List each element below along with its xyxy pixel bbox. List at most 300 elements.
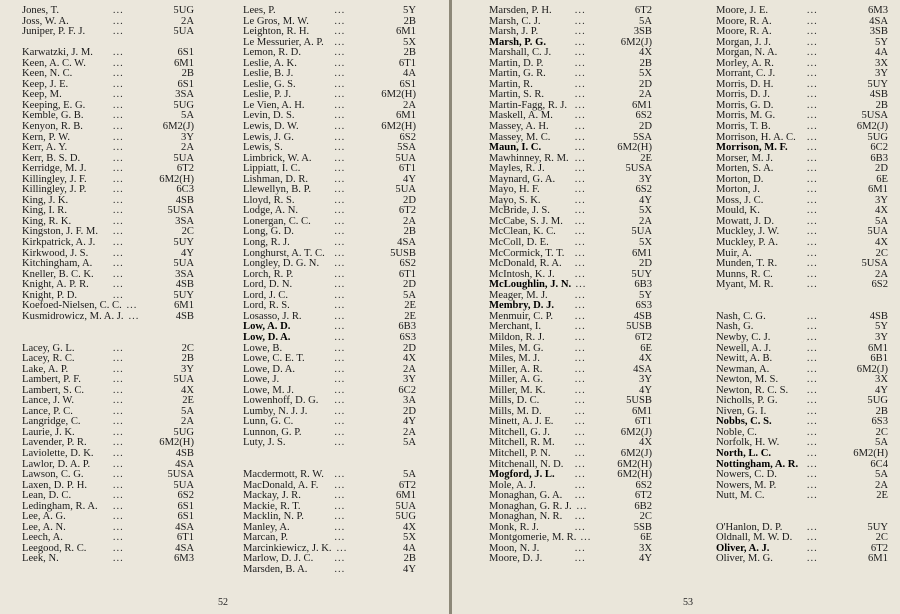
entry-code: 2A: [875, 268, 888, 280]
dot-leader: ...: [334, 99, 346, 111]
entry-name: Morton, J.: [716, 184, 760, 196]
entry-code: 5UA: [867, 226, 888, 238]
entry-name: McBride, J. S.: [489, 205, 550, 217]
entry-name: Jones, T.: [22, 5, 59, 16]
dot-leader: ...: [806, 131, 818, 143]
entry-code: 6T1: [634, 416, 652, 428]
entry-code: 6M2(H): [853, 447, 888, 459]
entry-code: 4Y: [639, 384, 652, 396]
directory-entry: [489, 122, 652, 133]
dot-leader: ...: [112, 131, 124, 143]
entry-name: Laurie, J. K.: [22, 426, 75, 438]
entry-name: Miles, M. J.: [489, 353, 540, 365]
entry-name: Lowe, D. A.: [243, 363, 296, 375]
entry-name: Newton, R. C. S.: [716, 384, 789, 396]
dot-leader: ...: [806, 57, 818, 69]
dot-leader: ...: [112, 152, 124, 164]
dot-leader: ...: [334, 437, 346, 449]
dot-leader: ...: [334, 110, 346, 122]
entry-code: 6M2(H): [381, 121, 416, 133]
entry-code: 2A: [403, 215, 416, 227]
dot-leader: ...: [806, 426, 818, 438]
entry-name: Low, D. A.: [243, 331, 291, 343]
entry-code: 5UG: [867, 395, 888, 407]
dot-leader: ...: [806, 78, 818, 90]
entry-code: 5UA: [395, 184, 416, 196]
entry-code: 6T1: [398, 163, 416, 175]
entry-code: 5A: [403, 289, 416, 301]
entry-code: 6S3: [635, 300, 652, 312]
dot-leader: ...: [334, 310, 346, 322]
dot-leader: ...: [112, 184, 124, 196]
entry-code: 6M2(J): [620, 36, 652, 48]
entry-name: Lemon, R. D.: [243, 47, 301, 59]
entry-code: 2D: [403, 342, 416, 354]
dot-leader: ...: [806, 458, 818, 470]
entry-code: 5A: [639, 15, 652, 27]
entry-code: 4A: [403, 68, 416, 80]
entry-name: Leegood, R. C.: [22, 542, 87, 554]
dot-leader: ...: [575, 279, 587, 291]
entry-name: Marsden, B. A.: [243, 563, 308, 575]
entry-code: 6B3: [398, 321, 416, 333]
dot-leader: ...: [112, 353, 124, 365]
entry-code: 6C2: [398, 384, 416, 396]
entry-code: 4X: [639, 47, 652, 59]
directory-entry: [243, 438, 416, 449]
entry-code: 5USA: [167, 469, 194, 481]
dot-leader: ...: [112, 490, 124, 502]
page-number-right: 53: [683, 597, 693, 608]
entry-name: Laviolette, D. K.: [22, 447, 94, 459]
entry-name: Lambert, S. C.: [22, 384, 85, 396]
entry-name: Lorch, R. P.: [243, 268, 294, 280]
entry-name: Lewis, D. W.: [243, 121, 299, 133]
entry-code: 6M2(J): [162, 121, 194, 133]
entry-code: 6T2: [398, 479, 416, 491]
entry-code: 2C: [875, 247, 888, 259]
dot-leader: ...: [112, 469, 124, 481]
entry-code: 5USB: [626, 395, 652, 407]
entry-code: 3A: [403, 395, 416, 407]
entry-name: Montgomerie, M. R.: [489, 532, 577, 544]
entry-code: 6T2: [176, 163, 194, 175]
dot-leader: ...: [806, 342, 818, 354]
dot-leader: ...: [126, 300, 138, 312]
dot-leader: ...: [806, 110, 818, 122]
entry-code: 4X: [403, 521, 416, 533]
dot-leader: ...: [574, 458, 586, 470]
entry-name: Morris, D. J.: [716, 89, 770, 101]
entry-name: Mayo, H. F.: [489, 184, 540, 196]
entry-code: 5UY: [173, 237, 194, 249]
entry-code: 6T2: [870, 542, 888, 554]
directory-entry: [243, 122, 416, 133]
entry-code: 5USA: [861, 110, 888, 122]
entry-code: 5X: [639, 68, 652, 80]
dot-leader: ...: [112, 121, 124, 133]
dot-leader: ...: [112, 395, 124, 407]
entry-code: 2B: [181, 353, 194, 365]
entry-code: 2E: [182, 395, 194, 407]
entry-name: Lonergan, C. C.: [243, 215, 311, 227]
dot-leader: ...: [574, 521, 586, 533]
entry-name: Limbrick, W. A.: [243, 152, 312, 164]
dot-leader: ...: [574, 331, 586, 343]
entry-code: 6M2(J): [620, 447, 652, 459]
dot-leader: ...: [806, 279, 818, 291]
entry-code: 2C: [639, 511, 652, 523]
entry-name: Marlow, D. J. C.: [243, 553, 314, 565]
entry-name: Moore, J. E.: [716, 5, 769, 16]
entry-name: Leslie, B. J.: [243, 68, 294, 80]
entry-code: 5UY: [867, 78, 888, 90]
entry-name: Maynard, G. A.: [489, 173, 556, 185]
entry-name: Kerr, B. S. D.: [22, 152, 81, 164]
entry-name: Kirkwood, J. S.: [22, 247, 89, 259]
dot-leader: ...: [334, 152, 346, 164]
dot-leader: ...: [806, 205, 818, 217]
entry-code: 3SA: [175, 268, 194, 280]
entry-name: Keen, N. C.: [22, 68, 73, 80]
dot-leader: ...: [334, 479, 346, 491]
directory-entry: [22, 27, 194, 38]
entry-name: Mackie, R. T.: [243, 500, 301, 512]
dot-leader: ...: [112, 68, 124, 80]
entry-code: 6M1: [867, 553, 888, 565]
entry-name: Kemble, G. B.: [22, 110, 84, 122]
dot-leader: ...: [574, 511, 586, 523]
entry-code: 6S1: [177, 47, 194, 59]
entry-code: 5UA: [173, 258, 194, 270]
entry-code: 4X: [181, 384, 194, 396]
entry-name: Mowatt, J. D.: [716, 215, 774, 227]
directory-entry: [716, 449, 888, 460]
entry-name: Munns, R. C.: [716, 268, 773, 280]
entry-code: 4X: [875, 237, 888, 249]
dot-leader: ...: [806, 258, 818, 270]
entry-name: Leslie, G. S.: [243, 78, 296, 90]
dot-leader: ...: [334, 237, 346, 249]
entry-code: 3Y: [181, 131, 194, 143]
entry-name: Morris, G. D.: [716, 99, 774, 111]
dot-leader: ...: [334, 36, 346, 48]
entry-code: 6S1: [177, 78, 194, 90]
dot-leader: ...: [806, 15, 818, 27]
dot-leader: ...: [806, 416, 818, 428]
entry-name: Ledingham, R. A.: [22, 500, 98, 512]
dot-leader: ...: [112, 5, 124, 16]
entry-code: 2B: [639, 57, 652, 69]
entry-name: Le Messurier, A. P.: [243, 36, 324, 48]
dot-leader: ...: [336, 542, 348, 554]
entry-code: 5A: [403, 469, 416, 481]
dot-leader: ...: [806, 194, 818, 206]
dot-leader: ...: [334, 173, 346, 185]
entry-code: 5UG: [395, 511, 416, 523]
dot-leader: ...: [806, 490, 818, 502]
dot-leader: ...: [574, 479, 586, 491]
entry-name: Knight, A. P. R.: [22, 279, 89, 291]
entry-code: 6B3: [870, 152, 888, 164]
entry-name: King, R. K.: [22, 215, 72, 227]
entry-name: Morrison, M. F.: [716, 142, 788, 154]
dot-leader: ...: [112, 89, 124, 101]
dot-leader: ...: [334, 78, 346, 90]
entry-name: Mogford, J. L.: [489, 469, 555, 481]
entry-name: Monk, R. J.: [489, 521, 539, 533]
entry-code: 6M2(H): [381, 89, 416, 101]
entry-code: 2A: [181, 416, 194, 428]
entry-name: O'Hanlon, D. P.: [716, 521, 783, 533]
entry-code: 6T1: [398, 268, 416, 280]
directory-entry: [22, 238, 194, 249]
entry-name: Llewellyn, B. P.: [243, 184, 311, 196]
entry-name: Martin, G. R.: [489, 68, 546, 80]
entry-code: 4SA: [175, 521, 194, 533]
directory-entry: [489, 449, 652, 460]
dot-leader: ...: [574, 205, 586, 217]
entry-code: 6M2(H): [159, 437, 194, 449]
dot-leader: ...: [574, 78, 586, 90]
dot-leader: ...: [574, 237, 586, 249]
entry-name: Nowers, M. P.: [716, 479, 777, 491]
dot-leader: ...: [806, 331, 818, 343]
dot-leader: ...: [334, 215, 346, 227]
entry-code: 6B1: [870, 353, 888, 365]
entry-name: Mole, A. J.: [489, 479, 536, 491]
dot-leader: ...: [806, 321, 818, 333]
entry-name: Miller, M. K.: [489, 384, 546, 396]
dot-leader: ...: [574, 5, 586, 16]
entry-code: 2C: [875, 532, 888, 544]
entry-code: 6M1: [631, 405, 652, 417]
entry-code: 6S2: [399, 131, 416, 143]
entry-name: Low, A. D.: [243, 321, 291, 333]
entry-name: Lowe, B.: [243, 342, 283, 354]
entry-code: 2C: [875, 426, 888, 438]
name-column-2: [243, 6, 416, 576]
entry-name: Mackay, J. R.: [243, 490, 301, 502]
dot-leader: ...: [806, 163, 818, 175]
entry-name: Luty, J. S.: [243, 437, 286, 449]
entry-code: 6T2: [634, 490, 652, 502]
entry-code: 6T2: [398, 205, 416, 217]
entry-code: 4X: [639, 437, 652, 449]
entry-code: 2B: [403, 553, 416, 565]
entry-code: 5UG: [173, 426, 194, 438]
directory-entry: [22, 312, 194, 323]
entry-name: Moore, D. J.: [489, 553, 543, 565]
entry-name: Maskell, A. M.: [489, 110, 553, 122]
entry-name: Lumby, N. J. J.: [243, 405, 308, 417]
dot-leader: ...: [334, 163, 346, 175]
directory-entry: [716, 354, 888, 365]
entry-name: Morrant, C. J.: [716, 68, 776, 80]
entry-code: 6T1: [176, 532, 194, 544]
dot-leader: ...: [112, 163, 124, 175]
dot-leader: ...: [574, 215, 586, 227]
dot-leader: ...: [334, 26, 346, 38]
entry-name: MacDonald, A. F.: [243, 479, 319, 491]
dot-leader: ...: [806, 532, 818, 544]
dot-leader: ...: [128, 310, 140, 322]
entry-name: McCormick, T. T.: [489, 247, 565, 259]
entry-name: McCabe, S. J. M.: [489, 215, 563, 227]
dot-leader: ...: [806, 374, 818, 386]
entry-code: 6M1: [395, 490, 416, 502]
entry-code: 5A: [181, 110, 194, 122]
section-gap: [716, 502, 888, 513]
dot-leader: ...: [574, 490, 586, 502]
entry-name: Langridge, C.: [22, 416, 81, 428]
dot-leader: ...: [112, 279, 124, 291]
entry-name: Martin, R.: [489, 78, 533, 90]
entry-code: 5A: [403, 437, 416, 449]
entry-name: Morser, M. J.: [716, 152, 773, 164]
entry-name: Karwatzki, J. M.: [22, 47, 93, 59]
entry-code: 5Y: [639, 289, 652, 301]
entry-code: 6M2(H): [617, 469, 652, 481]
dot-leader: ...: [574, 353, 586, 365]
entry-code: 2B: [181, 68, 194, 80]
entry-code: 6S1: [177, 511, 194, 523]
entry-code: 5UA: [395, 152, 416, 164]
entry-name: Lean, D. C.: [22, 490, 72, 502]
dot-leader: ...: [806, 184, 818, 196]
entry-name: Kenyon, R. B.: [22, 121, 83, 133]
dot-leader: ...: [334, 5, 346, 16]
entry-name: Myant, M. R.: [716, 279, 774, 291]
dot-leader: ...: [334, 68, 346, 80]
entry-code: 4Y: [875, 384, 888, 396]
dot-leader: ...: [112, 78, 124, 90]
dot-leader: ...: [806, 437, 818, 449]
dot-leader: ...: [574, 121, 586, 133]
dot-leader: ...: [806, 553, 818, 565]
directory-entry: [489, 333, 652, 344]
dot-leader: ...: [112, 47, 124, 59]
dot-leader: ...: [334, 374, 346, 386]
dot-leader: ...: [112, 363, 124, 375]
directory-entry: [716, 6, 888, 17]
entry-code: 5A: [875, 469, 888, 481]
entry-code: 4SA: [397, 237, 416, 249]
entry-code: 5A: [875, 215, 888, 227]
dot-leader: ...: [112, 142, 124, 154]
entry-code: 5USB: [390, 247, 416, 259]
entry-name: North, L. C.: [716, 447, 772, 459]
dot-leader: ...: [334, 57, 346, 69]
entry-code: 5SA: [397, 142, 416, 154]
dot-leader: ...: [806, 353, 818, 365]
entry-name: Mawhinney, R. M.: [489, 152, 569, 164]
entry-name: Mildon, R. J.: [489, 331, 545, 343]
entry-name: Killingley, J. P.: [22, 184, 87, 196]
entry-code: 6S3: [871, 416, 888, 428]
directory-entry: [489, 354, 652, 365]
entry-code: 6M1: [631, 99, 652, 111]
entry-name: Muckley, P. A.: [716, 237, 778, 249]
entry-code: 5UA: [173, 26, 194, 38]
entry-name: Leslie, A. K.: [243, 57, 297, 69]
entry-code: 4Y: [403, 173, 416, 185]
entry-code: 5USB: [626, 321, 652, 333]
entry-code: 2A: [181, 15, 194, 27]
dot-leader: ...: [112, 553, 124, 565]
right-page: [452, 0, 900, 614]
entry-name: Newitt, A. B.: [716, 353, 773, 365]
directory-entry: [243, 333, 416, 344]
dot-leader: ...: [334, 553, 346, 565]
entry-name: Marsh, P. G.: [489, 36, 546, 48]
dot-leader: ...: [112, 247, 124, 259]
entry-name: Martin, S. R.: [489, 89, 545, 101]
entry-name: Marsh, J. P.: [489, 26, 539, 38]
entry-code: 5Y: [875, 321, 888, 333]
entry-name: Lowe, J.: [243, 374, 280, 386]
dot-leader: ...: [334, 184, 346, 196]
entry-code: 2A: [639, 89, 652, 101]
entry-name: Morris, D. H.: [716, 78, 774, 90]
entry-name: Keep, M.: [22, 89, 62, 101]
dot-leader: ...: [574, 247, 586, 259]
dot-leader: ...: [574, 268, 586, 280]
entry-name: Lodge, A. N.: [243, 205, 299, 217]
entry-name: Knight, P. D.: [22, 289, 78, 301]
entry-name: Manley, A.: [243, 521, 290, 533]
entry-name: Morgan, J. J.: [716, 36, 771, 48]
dot-leader: ...: [334, 331, 346, 343]
dot-leader: ...: [334, 405, 346, 417]
entry-name: Lord, R. S.: [243, 300, 290, 312]
entry-code: 2A: [403, 99, 416, 111]
entry-code: 4SA: [633, 363, 652, 375]
dot-leader: ...: [334, 226, 346, 238]
entry-name: Miller, A. R.: [489, 363, 543, 375]
entry-code: 6M2(J): [620, 426, 652, 438]
dot-leader: ...: [334, 142, 346, 154]
entry-name: Monaghan, G. A.: [489, 490, 563, 502]
entry-code: 2A: [181, 142, 194, 154]
entry-name: Le Gros, M. W.: [243, 15, 309, 27]
entry-name: Monaghan, G. R. J.: [489, 500, 572, 512]
dot-leader: ...: [806, 47, 818, 59]
entry-name: Kusmidrowicz, M. A. J.: [22, 310, 124, 322]
entry-code: 6S2: [177, 490, 194, 502]
entry-name: Joss, W. A.: [22, 15, 69, 27]
entry-code: 2B: [875, 99, 888, 111]
directory-entry: [243, 354, 416, 365]
dot-leader: ...: [574, 131, 586, 143]
dot-leader: ...: [112, 500, 124, 512]
entry-code: 6S3: [399, 331, 416, 343]
dot-leader: ...: [574, 110, 586, 122]
entry-code: 6M3: [173, 553, 194, 565]
dot-leader: ...: [574, 226, 586, 238]
dot-leader: ...: [574, 68, 586, 80]
entry-code: 6S2: [635, 110, 652, 122]
entry-code: 5A: [875, 437, 888, 449]
entry-code: 3X: [875, 374, 888, 386]
left-page: [0, 0, 449, 614]
entry-name: King, I. R.: [22, 205, 68, 217]
entry-name: McClean, K. C.: [489, 226, 556, 238]
dot-leader: ...: [574, 437, 586, 449]
dot-leader: ...: [574, 310, 586, 322]
entry-name: Lance, J. W.: [22, 395, 75, 407]
dot-leader: ...: [334, 247, 346, 259]
